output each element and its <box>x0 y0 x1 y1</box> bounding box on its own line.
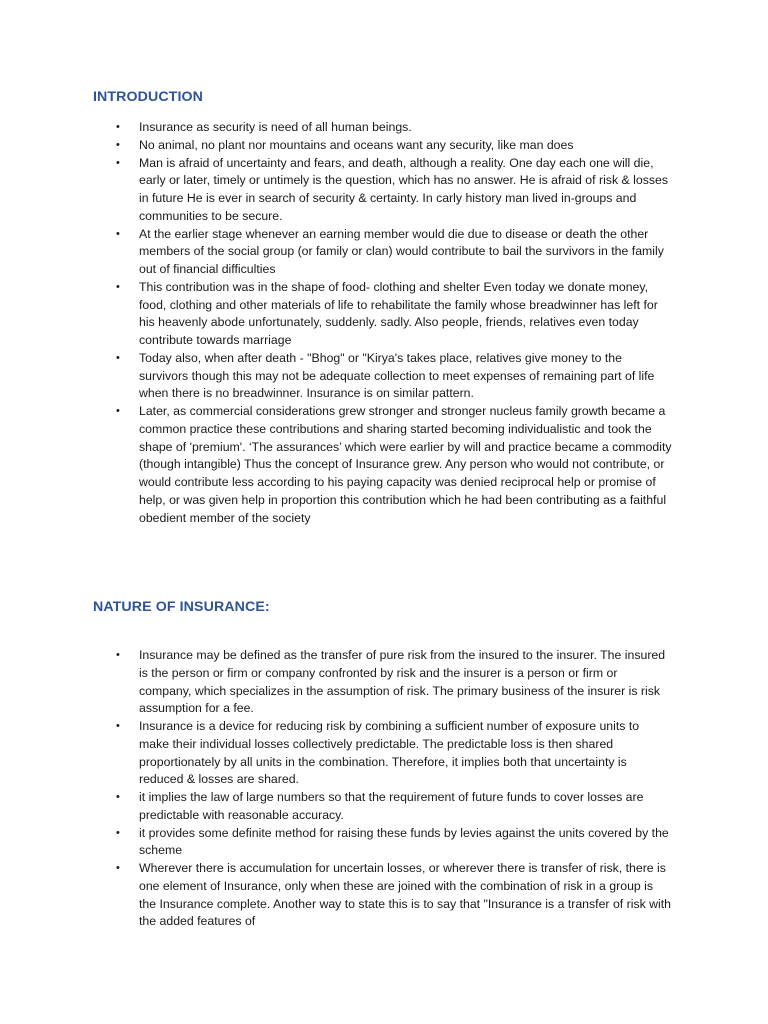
list-item-text: Later, as commercial considerations grew stronger and stronger nucleus family growth became a common practice these contributions and sharing started becoming individualistic and took the shape of 'premium'. ‘The assurances’ which were earlier by will and practice became a commodity (though intangible) Thus the concept of Insurance grew. Any person who would not contribute, or would contribute less according to his paying capacity was denied reciprocal help or promise of help, or was given help in proportion this contribution which he had been contributing as a faithful obedient member of the society <box>139 404 672 525</box>
introduction-bullet-list <box>0 119 768 527</box>
list-item-text: it implies the law of large numbers so that the requirement of future funds to cover losses are predictable with reasonable accuracy. <box>139 790 644 822</box>
introduction-heading: INTRODUCTION <box>93 89 203 105</box>
bullet-icon: • <box>116 138 120 151</box>
list-item-text: it provides some definite method for raising these funds by levies against the units covered by the scheme <box>139 825 669 858</box>
bullet-icon: • <box>116 649 120 661</box>
list-item-text: Insurance is a device for reducing risk by combining a sufficient number of exposure units to make their individual losses collectively predictable. The predictable loss is then shared proportionately by all units in the combination. Therefore, it implies both that uncertainty is reduced & losses are shared. <box>139 719 640 787</box>
bullet-icon: • <box>116 227 120 240</box>
bullet-icon: • <box>116 280 120 293</box>
nature-of-insurance-bullet-list <box>0 647 768 931</box>
list-item <box>0 119 768 137</box>
bullet-icon: • <box>116 405 120 417</box>
list-item <box>0 279 768 350</box>
list-item <box>0 226 768 279</box>
bullet-icon: • <box>116 720 120 732</box>
list-item <box>0 647 768 718</box>
list-item-text: This contribution was in the shape of food- clothing and shelter Even today we donate money, food, clothing and other materials of life to rehabilitate the family whose breadwinner has left for his heavenly abode unfortunately, suddenly. sadly. Also people, friends, relatives even today contribute towards marriage <box>139 279 658 347</box>
list-item <box>0 403 768 527</box>
list-item <box>0 137 768 155</box>
list-item-text: No animal, no plant nor mountains and oceans want any security, like man does <box>139 137 574 152</box>
list-item <box>0 860 768 931</box>
list-item-text: Today also, when after death - "Bhog" or "Kirya's takes place, relatives give money to the survivors though this may not be adequate collection to meet expenses of remaining part of life when there is no breadwinner. Insurance is on similar pattern. <box>139 350 655 401</box>
bullet-icon: • <box>116 791 120 803</box>
list-item-text: Insurance as security is need of all human beings. <box>139 120 412 134</box>
list-item <box>0 825 768 861</box>
bullet-icon: • <box>116 121 120 133</box>
list-item-text: Insurance may be defined as the transfer of pure risk from the insured to the insurer. The insured is the person or firm or company confronted by risk and the insurer is a person or firm or company, which specializes in the assumption of risk. The primary business of the insurer is risk assumption for a fee. <box>139 648 666 716</box>
list-item <box>0 155 768 226</box>
list-item <box>0 789 768 825</box>
list-item <box>0 718 768 789</box>
bullet-icon: • <box>116 156 120 169</box>
list-item <box>0 350 768 403</box>
nature-of-insurance-heading: NATURE OF INSURANCE: <box>93 599 270 615</box>
bullet-icon: • <box>116 351 120 364</box>
list-item-text: At the earlier stage whenever an earning member would die due to disease or death the other members of the social group (or family or clan) would contribute to bail the survivors in the family out of financial difficulties <box>139 226 664 276</box>
list-item-text: Man is afraid of uncertainty and fears, and death, although a reality. One day each one will die, early or later, timely or untimely is the question, which has no answer. He is afraid of risk & losses in future He is ever in search of security & certainty. In carly history man lived in-groups and communities to be secure. <box>139 155 668 223</box>
list-item-text: Wherever there is accumulation for uncertain losses, or wherever there is transfer of risk, there is one element of Insurance, only when these are joined with the combination of risk in a group is the Insurance complete. Another way to state this is to say that "Insurance is a transfer of risk with the added features of <box>139 861 672 929</box>
bullet-icon: • <box>116 862 120 874</box>
bullet-icon: • <box>116 826 120 839</box>
